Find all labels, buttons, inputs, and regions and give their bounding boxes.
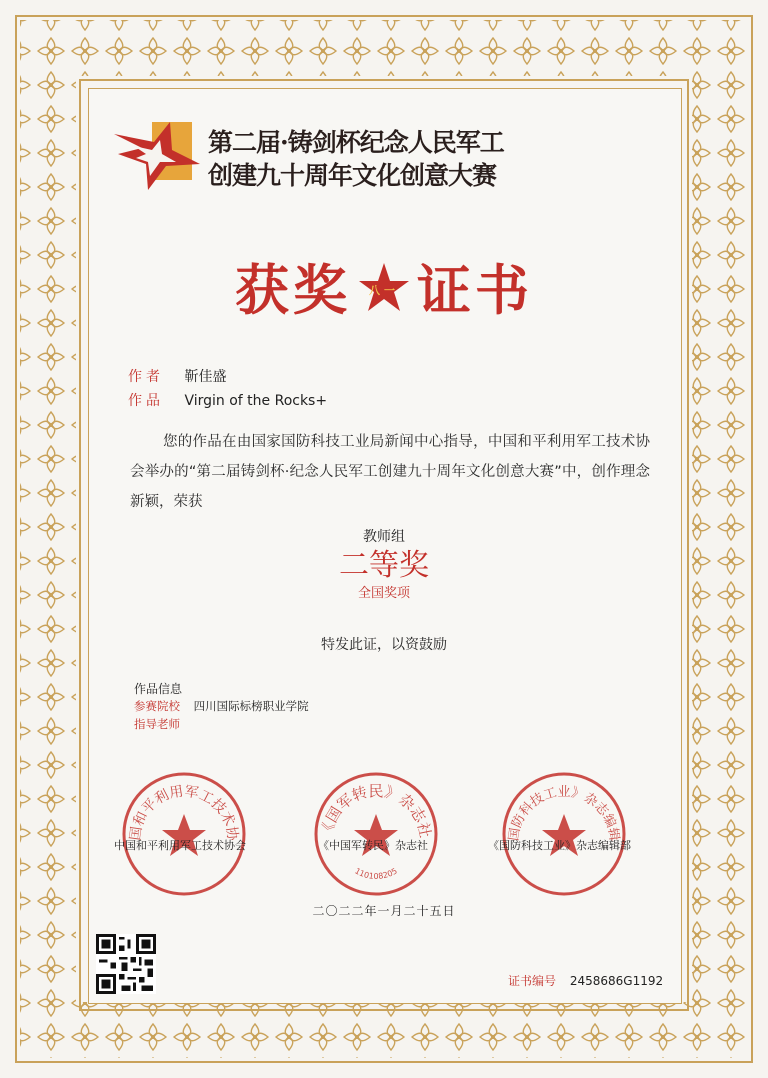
school-value: 四川国际标榜职业学院 [193,699,309,713]
org-magazine: 《中国军转民》杂志社 [318,839,428,852]
award-title [0,248,768,325]
org-association: 中国和平利用军工技术协会 [114,839,246,852]
author-row [128,366,226,386]
qr-code-icon[interactable] [96,934,156,994]
info-heading: 作品信息 [134,682,183,696]
org-editorial: 《国防科技工业》杂志编辑部 [488,839,631,852]
seal-magazine [312,770,440,898]
certificate-number-label: 证书编号 [508,974,557,988]
prize-level: 二等奖 [339,548,429,583]
seal-editorial-ring-text: 国防科技工业》杂志编辑 [506,785,622,843]
svg-text:110108205 [353,866,399,880]
body-paragraph: 您的作品在由国家国防科技工业局新闻中心指导，中国和平利用军工技术协会举办的“第二届铸剑杯·纪念人民军工创建九十周年文化创意大赛”中，创作理念新颖，荣获 [130,434,650,510]
award-title-right: 证书 [417,258,533,322]
seal-magazine-ring-text: 《国军转民》杂志社 [317,782,435,840]
contest-title [208,126,508,192]
work-row [128,390,327,410]
seal-magazine-code: 110108205 [353,866,399,881]
school-label: 参赛院校 [134,699,180,713]
seal-editorial [500,770,628,898]
seal-association-ring-text: 国和平利用军工技术协 [127,783,241,842]
author-value: 靳佳盛 [184,369,227,385]
author-label: 作者 [128,369,164,385]
teacher-label: 指导老师 [134,717,180,731]
award-title-left: 获奖 [235,258,351,322]
teacher-row [134,716,190,732]
certificate-number [508,972,663,989]
star-logo-icon [112,120,202,192]
contest-title-line2: 创建九十周年文化创意大赛 [208,161,497,190]
closing-text: 特发此证，以资鼓励 [321,637,447,653]
school-row [134,698,309,714]
certificate-number-value: 2458686G1192 [569,974,664,988]
prize-scope: 全国奖项 [357,586,410,601]
work-label: 作品 [128,393,164,409]
seal-association [120,770,248,898]
bayi-star-text: 八一 [369,284,399,297]
contest-title-line1: 第二届·铸剑杯纪念人民军工 [208,128,504,157]
work-value: Virgin of the Rocks+ [184,393,328,409]
bayi-star-icon [357,261,411,315]
issue-date: 二〇二二年一月二十五日 [312,904,456,918]
award-group: 教师组 [363,529,405,545]
